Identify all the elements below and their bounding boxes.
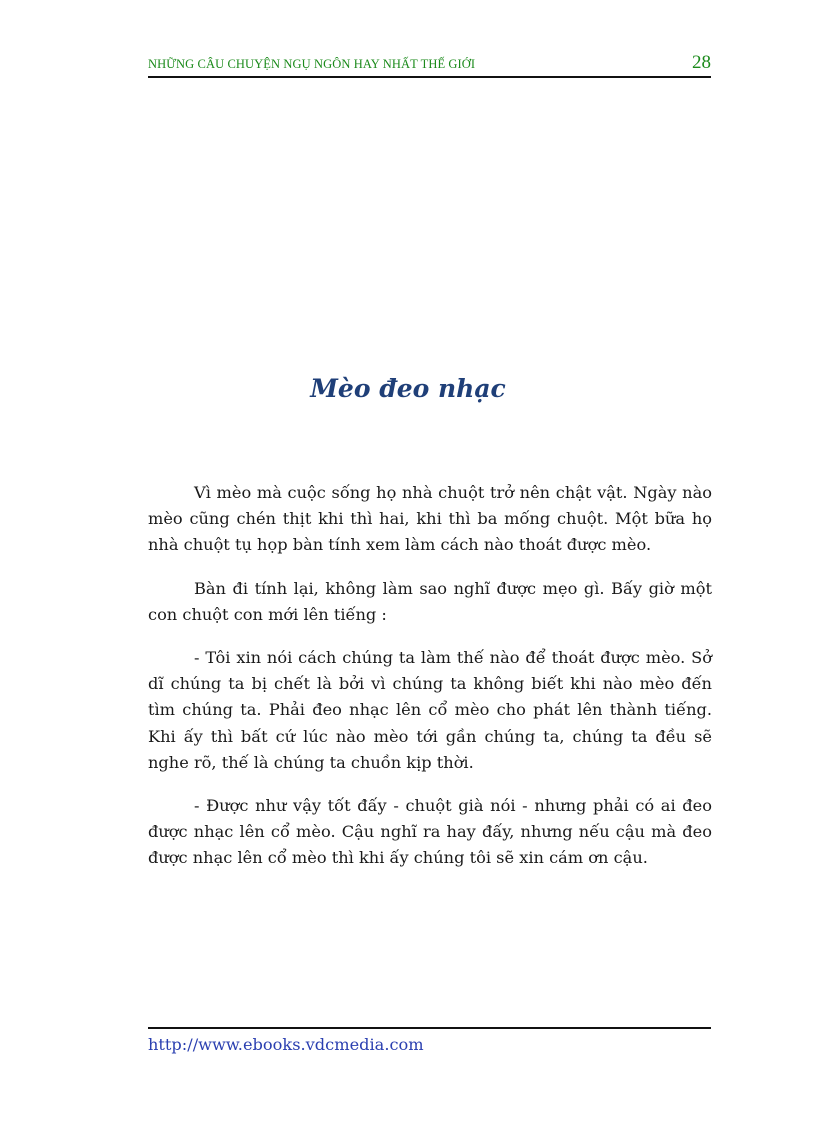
book-title: NHỮNG CÂU CHUYỆN NGỤ NGÔN HAY NHẤT THẾ GIỚI	[148, 57, 476, 71]
page-number: 28	[692, 52, 711, 73]
story-title: Mèo đeo nhạc	[310, 374, 506, 403]
paragraph: - Tôi xin nói cách chúng ta làm thế nào để thoát được mèo. Sở dĩ chúng ta bị chết là bởi vì chúng ta không biết khi nào mèo đến tìm chúng ta. Phải đeo nhạc lên cổ mèo cho phát lên thành tiếng. Khi ấy thì bất cứ lúc nào mèo tới gần chúng ta, chúng ta đều sẽ nghe rõ, thế là chúng ta chuồn kịp thời.	[148, 648, 712, 772]
website-link[interactable]: http://www.ebooks.vdcmedia.com	[148, 1035, 424, 1054]
paragraph: Vì mèo mà cuộc sống họ nhà chuột trở nên chật vật. Ngày nào mèo cũng chén thịt khi thì hai, khi thì ba mống chuột. Một bữa họ nhà chuột tụ họp bàn tính xem làm cách nào thoát được mèo.	[148, 483, 712, 555]
paragraph: - Được như vậy tốt đấy - chuột già nói - nhưng phải có ai đeo được nhạc lên cổ mèo. Cậu nghĩ ra hay đấy, nhưng nếu cậu mà đeo được nhạc lên cổ mèo thì khi ấy chúng tôi sẽ xin cám ơn cậu.	[148, 796, 712, 868]
paragraph: Bàn đi tính lại, không làm sao nghĩ được mẹo gì. Bấy giờ một con chuột con mới lên tiếng :	[148, 578, 712, 624]
page-header	[148, 54, 711, 78]
footer-divider	[148, 1027, 711, 1029]
story-body	[148, 480, 712, 889]
